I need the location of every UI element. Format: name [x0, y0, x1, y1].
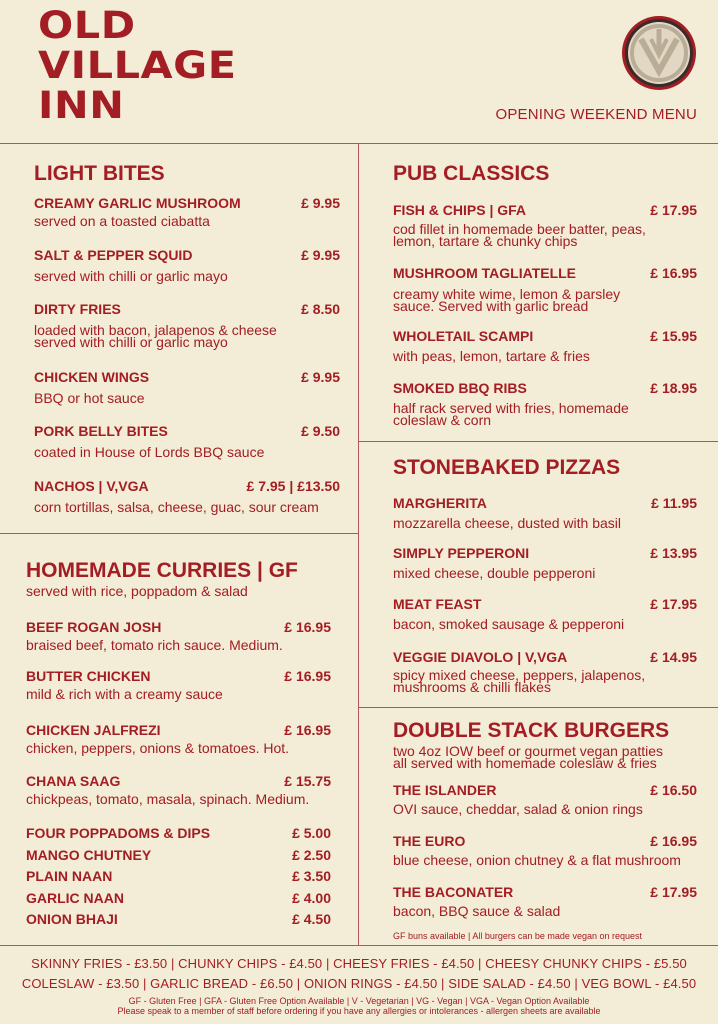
menu-item	[393, 833, 697, 866]
item-name: CHICKEN WINGS	[34, 369, 150, 385]
item-name: WHOLETAIL SCAMPI	[393, 328, 534, 344]
menu-item	[393, 265, 697, 312]
item-name: VEGGIE DIAVOLO | V,VGA	[393, 649, 568, 665]
menu-item	[393, 545, 697, 579]
item-name: DIRTY FRIES	[34, 301, 121, 317]
item-desc: chickpeas, tomato, masala, spinach. Medium.	[26, 791, 310, 807]
section-title: HOMEMADE CURRIES | GF	[26, 559, 298, 582]
item-name: THE EURO	[393, 833, 466, 849]
item-name: MARGHERITA	[393, 495, 487, 511]
menu-item	[393, 380, 697, 426]
item-name: CHICKEN JALFREZI	[26, 722, 161, 738]
item-desc: lemon, tartare & chunky chips	[393, 233, 578, 249]
item-desc: chicken, peppers, onions & tomatoes. Hot.	[26, 740, 290, 756]
menu-item	[393, 649, 697, 693]
item-desc: coated in House of Lords BBQ sauce	[34, 444, 265, 460]
divider	[0, 143, 718, 144]
menu-item	[393, 884, 697, 917]
item-price: £ 17.95	[650, 202, 697, 218]
item-desc: blue cheese, onion chutney & a flat mushroom	[393, 852, 681, 868]
burgers-section	[393, 719, 697, 769]
item-price: £ 16.95	[284, 668, 331, 684]
item-name: PORK BELLY BITES	[34, 423, 168, 439]
item-price: £ 3.50	[292, 868, 331, 884]
extras-list	[26, 825, 331, 933]
section-subtitle: served with rice, poppadom & salad	[26, 583, 248, 599]
item-desc: mixed cheese, double pepperoni	[393, 565, 596, 581]
menu-item	[393, 782, 697, 815]
menu-item	[393, 202, 697, 247]
item-price: £ 5.00	[292, 825, 331, 841]
item-price: £ 8.50	[301, 301, 340, 317]
menu-item	[393, 596, 697, 630]
item-price: £ 2.50	[292, 846, 331, 863]
menu-item	[34, 423, 340, 458]
item-name: MEAT FEAST	[393, 596, 482, 612]
ovi-logo-icon	[621, 15, 697, 91]
item-desc: served on a toasted ciabatta	[34, 213, 210, 229]
item-name: SMOKED BBQ RIBS	[393, 380, 527, 396]
menu-item	[34, 247, 340, 282]
item-desc: bacon, smoked sausage & pepperoni	[393, 616, 625, 632]
menu-item	[34, 195, 340, 227]
item-name: BUTTER CHICKEN	[26, 668, 151, 684]
item-name: FISH & CHIPS | GFA	[393, 202, 527, 218]
item-price: £ 18.95	[650, 380, 697, 396]
item-price: £ 9.95	[301, 195, 340, 211]
item-price: £ 9.95	[301, 247, 340, 263]
item-desc: served with chilli or garlic mayo	[34, 334, 228, 350]
light-bites-section	[34, 162, 340, 186]
menu-item	[34, 478, 340, 513]
item-price: £ 17.95	[650, 596, 697, 612]
section-subtitle: all served with homemade coleslaw & fries	[393, 755, 657, 771]
title-line: INN	[38, 84, 125, 127]
item-price: £ 15.75	[284, 773, 331, 789]
item-name: THE BACONATER	[393, 884, 514, 900]
item-name: MUSHROOM TAGLIATELLE	[393, 265, 577, 281]
item-price: £ 13.95	[650, 545, 697, 561]
item-desc: spicy mixed cheese, peppers, jalapenos,	[393, 667, 646, 683]
divider	[0, 945, 718, 946]
item-desc: braised beef, tomato rich sauce. Medium.	[26, 637, 283, 653]
sides-line: SKINNY FRIES - £3.50 | CHUNKY CHIPS - £4.50 | CHEESY FRIES - £4.50 | CHEESY CHUNKY CHIPS - £5.50	[31, 956, 687, 971]
menu-item	[393, 495, 697, 529]
item-name: MANGO CHUTNEY	[26, 846, 152, 863]
item-desc: mozzarella cheese, dusted with basil	[393, 515, 622, 531]
item-desc: mild & rich with a creamy sauce	[26, 686, 223, 702]
divider	[0, 533, 358, 534]
item-price: £ 11.95	[651, 495, 697, 511]
item-name: FOUR POPPADOMS & DIPS	[26, 825, 211, 841]
item-price: £ 17.95	[650, 884, 697, 900]
divider	[358, 143, 359, 945]
item-desc: BBQ or hot sauce	[34, 390, 145, 406]
item-desc: bacon, BBQ sauce & salad	[393, 903, 561, 919]
divider	[358, 441, 718, 442]
item-name: BEEF ROGAN JOSH	[26, 619, 162, 635]
item-price: £ 9.50	[301, 423, 340, 439]
item-name: GARLIC NAAN	[26, 889, 124, 906]
item-desc: mushrooms & chilli flakes	[393, 679, 551, 695]
menu-item	[26, 722, 331, 754]
item-desc: loaded with bacon, jalapenos & cheese	[34, 322, 277, 338]
item-name: PLAIN NAAN	[26, 868, 113, 884]
item-price: £ 4.00	[292, 889, 331, 906]
item-desc: corn tortillas, salsa, cheese, guac, sour cream	[34, 499, 319, 515]
section-title: PUB CLASSICS	[393, 162, 550, 185]
item-name: NACHOS | V,VGA	[34, 478, 149, 494]
item-name: THE ISLANDER	[393, 782, 497, 798]
item-desc: cod fillet in homemade beer batter, peas,	[393, 221, 646, 237]
item-desc: with peas, lemon, tartare & fries	[393, 348, 590, 364]
menu-item	[26, 668, 331, 700]
menu-item	[26, 773, 331, 805]
dietary-legend: GF - Gluten Free | GFA - Gluten Free Option Available | V - Vegetarian | VG - Vegan | VGA - Vegan Option Available	[128, 996, 590, 1006]
item-desc: OVI sauce, cheddar, salad & onion rings	[393, 801, 643, 817]
item-name: CREAMY GARLIC MUSHROOM	[34, 195, 241, 211]
item-price: £ 16.95	[284, 722, 331, 738]
restaurant-title	[38, 4, 237, 127]
item-desc: half rack served with fries, homemade	[393, 400, 629, 416]
item-name: SIMPLY PEPPERONI	[393, 545, 530, 561]
menu-item	[26, 619, 331, 651]
item-price: £ 7.95 | £13.50	[246, 478, 340, 494]
section-title: STONEBAKED PIZZAS	[393, 456, 621, 479]
item-price: £ 16.50	[650, 782, 697, 798]
curries-section	[26, 559, 332, 598]
menu-subtitle: OPENING WEEKEND MENU	[495, 106, 697, 123]
item-price: £ 15.95	[650, 328, 697, 344]
item-price: £ 14.95	[650, 649, 697, 665]
section-title: DOUBLE STACK BURGERS	[393, 719, 670, 742]
pub-classics-section	[393, 162, 697, 186]
divider	[358, 707, 718, 708]
pizzas-section	[393, 456, 697, 480]
item-desc: creamy white wime, lemon & parsley	[393, 286, 621, 302]
title-line: VILLAGE	[38, 44, 237, 87]
item-desc: coleslaw & corn	[393, 412, 492, 428]
item-price: £ 4.50	[292, 911, 331, 927]
item-name: ONION BHAJI	[26, 911, 118, 927]
item-price: £ 16.95	[650, 265, 697, 281]
item-price: £ 16.95	[650, 833, 697, 849]
menu-item	[34, 301, 340, 348]
sides-line: COLESLAW - £3.50 | GARLIC BREAD - £6.50 | ONION RINGS - £4.50 | SIDE SALAD - £4.50 | VEG BOWL - £4.50	[21, 976, 697, 991]
item-desc: served with chilli or garlic mayo	[34, 268, 228, 284]
allergy-notice: Please speak to a member of staff before ordering if you have any allergies or intolerances - allergen sheets are available	[117, 1006, 601, 1016]
item-price: £ 9.95	[301, 369, 340, 385]
burgers-note: GF buns available | All burgers can be made vegan on request	[393, 931, 642, 941]
menu-item	[34, 369, 340, 404]
title-line: OLD	[38, 4, 136, 47]
menu-item	[393, 328, 697, 362]
item-name: SALT & PEPPER SQUID	[34, 247, 193, 263]
item-name: CHANA SAAG	[26, 773, 121, 789]
item-desc: sauce. Served with garlic bread	[393, 298, 589, 314]
section-title: LIGHT BITES	[34, 162, 165, 185]
item-price: £ 16.95	[284, 619, 331, 635]
section-subtitle: two 4oz IOW beef or gourmet vegan patties	[393, 743, 664, 759]
